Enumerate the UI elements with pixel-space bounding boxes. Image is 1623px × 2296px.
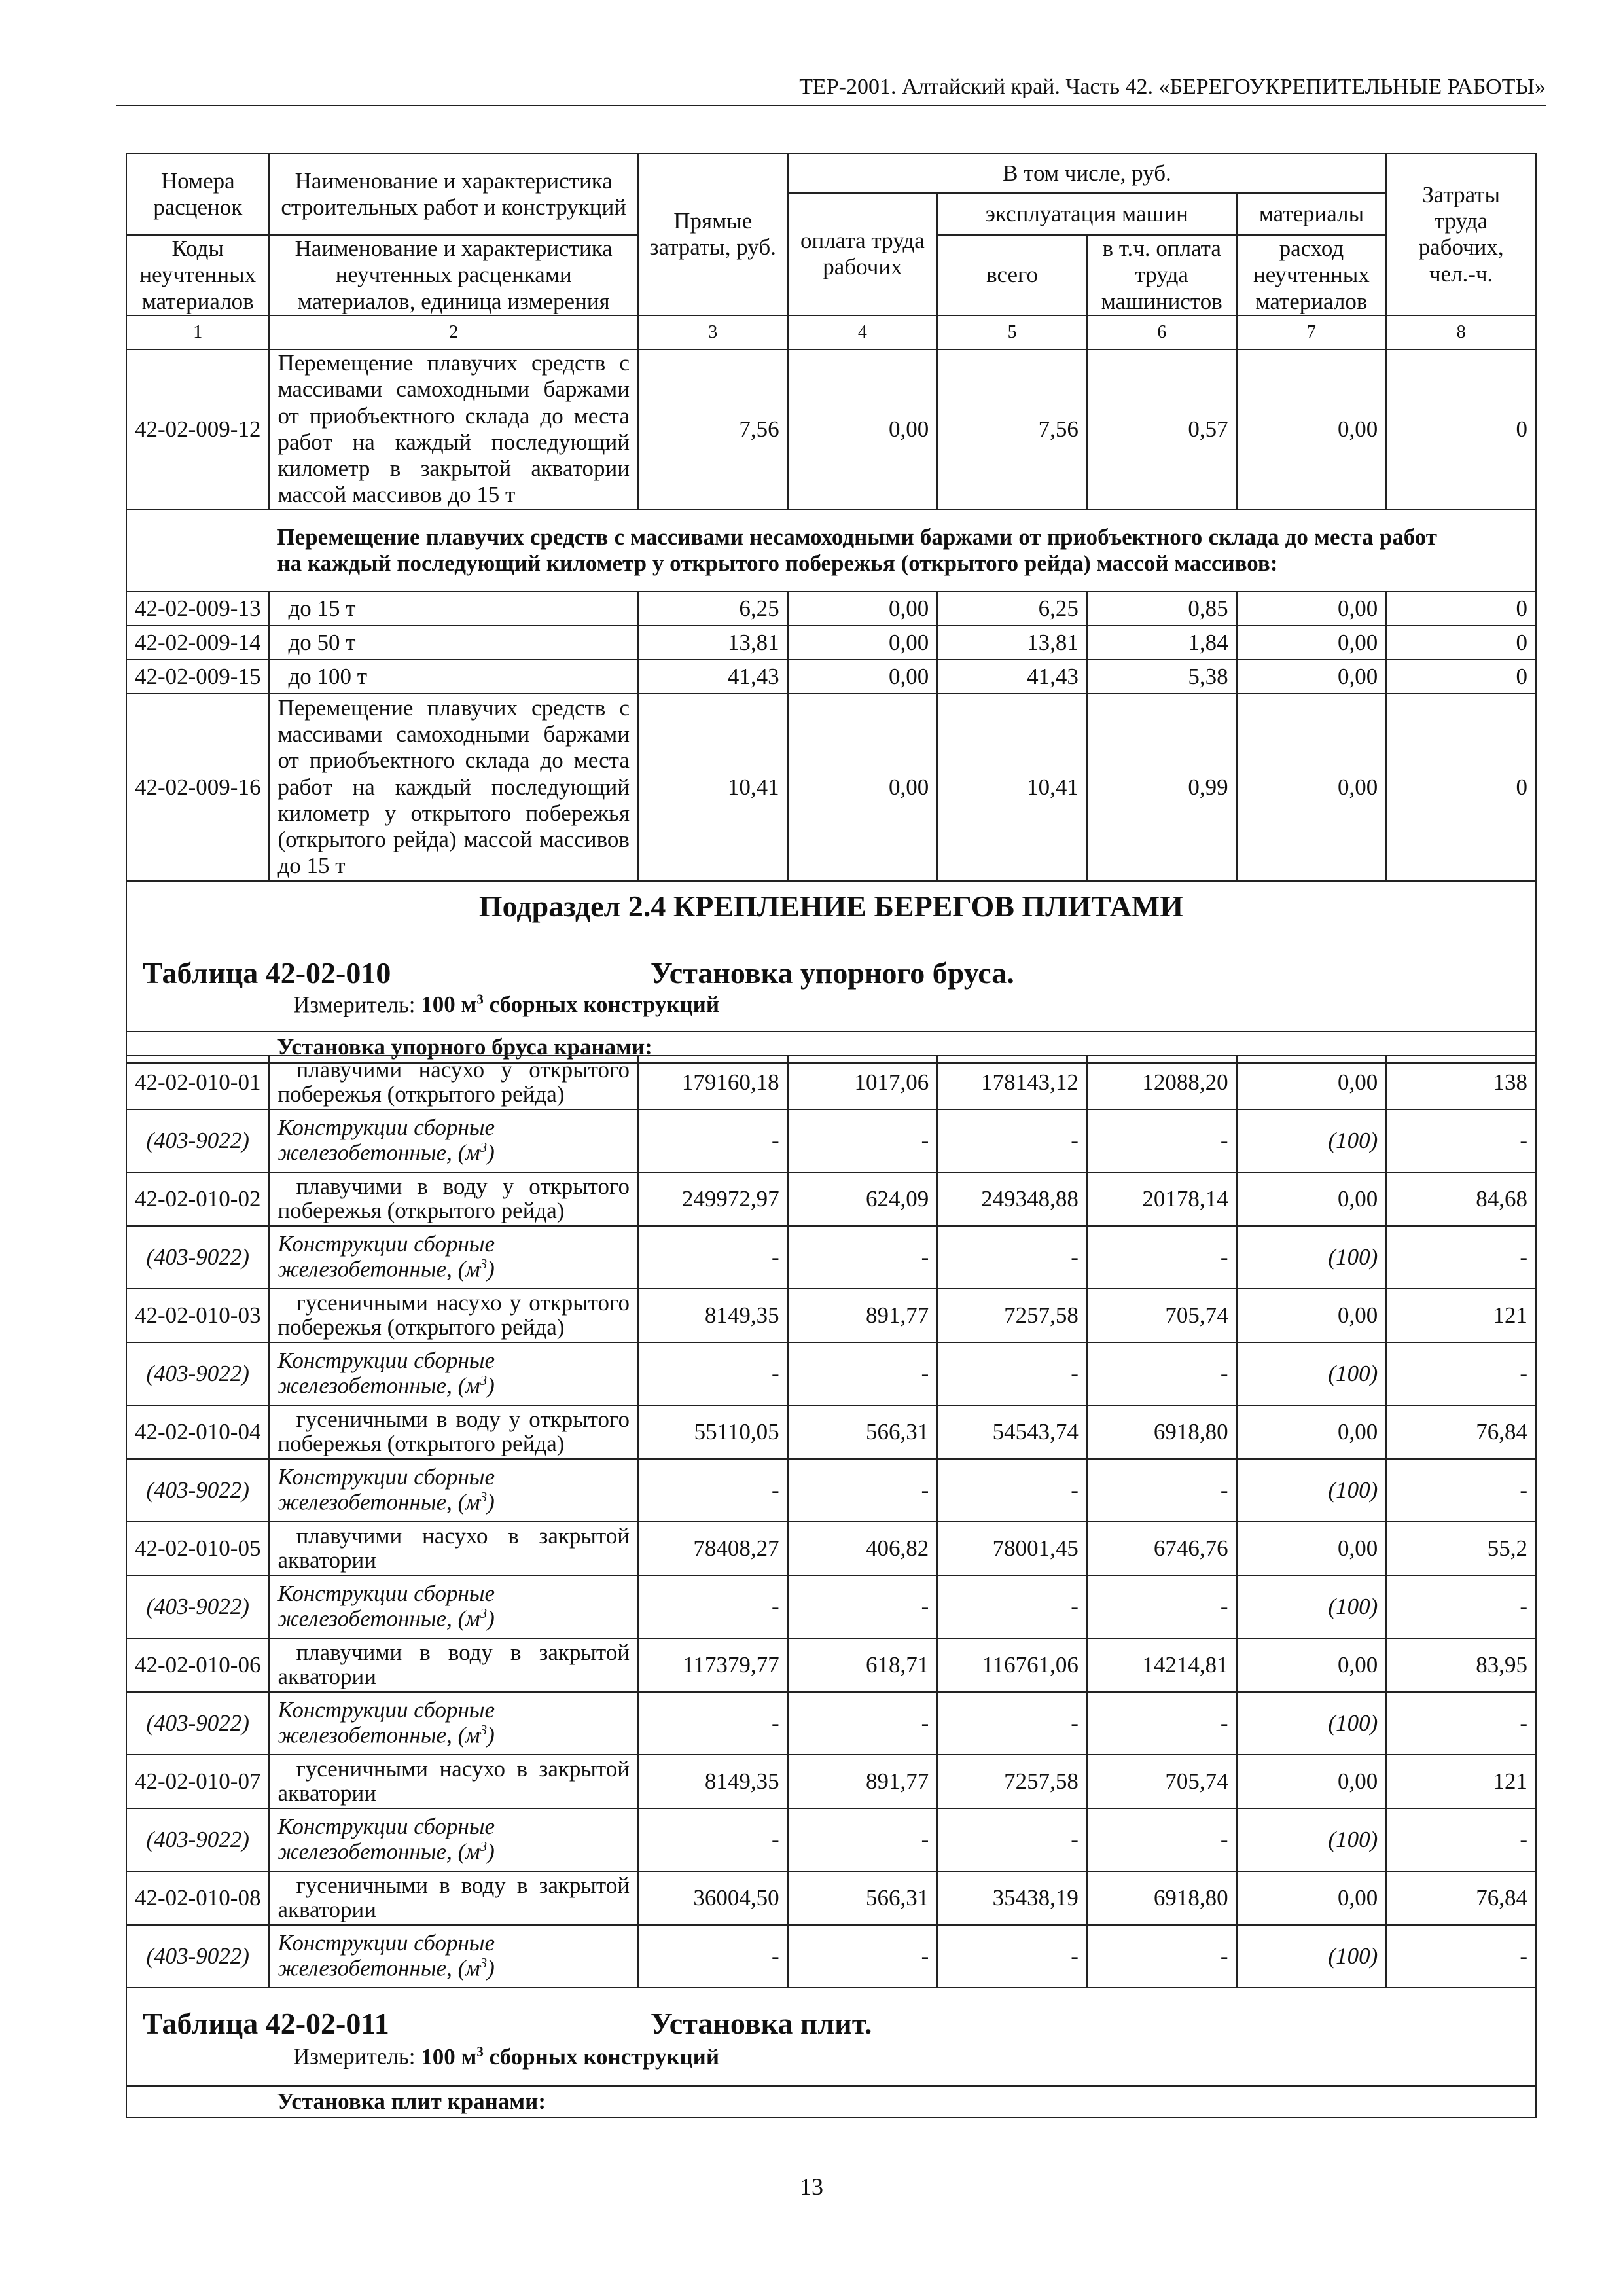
material-qty: (100) <box>1237 1692 1387 1755</box>
material-dash: - <box>937 1575 1087 1638</box>
row-value: 116761,06 <box>937 1638 1087 1692</box>
material-name: Конструкции сборные железобетонные, $(м^3)$ <box>269 1808 638 1871</box>
row-value: 0,00 <box>788 694 938 881</box>
row-name: плавучими насухо в закрытой акватории <box>269 1522 638 1575</box>
material-code: (403-9022) <box>126 1342 269 1405</box>
material-name: Конструкции сборные железобетонные, $(м^3)$ <box>269 1692 638 1755</box>
row-code: 42-02-010-02 <box>126 1172 269 1226</box>
section-row <box>126 509 1536 592</box>
material-dash: - <box>638 1226 788 1289</box>
row-code: 42-02-010-08 <box>126 1871 269 1925</box>
material-qty: (100) <box>1237 1925 1387 1988</box>
material-name: Конструкции сборные железобетонные, $(м^3)$ <box>269 1342 638 1405</box>
material-dash: - <box>1087 1342 1237 1405</box>
row-code: 42-02-009-13 <box>126 592 269 626</box>
group-title: Установка плит кранами: <box>269 2086 1536 2117</box>
row-code: 42-02-010-07 <box>126 1755 269 1808</box>
material-name: Конструкции сборные железобетонные, $(м^3)$ <box>269 1459 638 1522</box>
material-qty: (100) <box>1237 1459 1387 1522</box>
row-value: 705,74 <box>1087 1289 1237 1342</box>
material-dash: - <box>788 1692 938 1755</box>
table-number: Таблица 42-02-011 <box>143 2007 389 2040</box>
row-value: 0 <box>1386 694 1536 881</box>
col-number: 1 <box>126 315 269 350</box>
row-name: Перемещение плавучих средств с массивами самоходными баржами от приобъектного склада до места работ на каждый последующий километр у открытого побережья (открытого рейда) массой массивов до 15 т <box>269 694 637 881</box>
col-number: 3 <box>638 315 788 350</box>
col-number: 6 <box>1087 315 1237 350</box>
table-row <box>126 1871 1536 1925</box>
col-number: 8 <box>1386 315 1536 350</box>
col-number: 2 <box>269 315 637 350</box>
material-qty: (100) <box>1237 1575 1387 1638</box>
row-value: 41,43 <box>937 660 1087 694</box>
row-value: 249348,88 <box>937 1172 1087 1226</box>
material-dash: - <box>638 1925 788 1988</box>
row-value: 0,00 <box>1237 1405 1387 1459</box>
row-value: 7,56 <box>638 350 788 509</box>
table011-block <box>126 1988 1536 2086</box>
material-code: (403-9022) <box>126 1226 269 1289</box>
row-name: до 50 т <box>269 626 637 660</box>
row-name: плавучими в воду у открытого побережья (открытого рейда) <box>269 1172 638 1226</box>
row-value: 0,85 <box>1087 592 1237 626</box>
material-qty: (100) <box>1237 1342 1387 1405</box>
row-value: 12088,20 <box>1087 1056 1237 1109</box>
material-dash: - <box>1087 1459 1237 1522</box>
material-dash: - <box>937 1109 1087 1172</box>
material-dash: - <box>638 1459 788 1522</box>
material-dash: - <box>788 1459 938 1522</box>
row-name: гусеничными насухо в закрытой акватории <box>269 1755 638 1808</box>
material-row <box>126 1342 1536 1405</box>
row-value: 6,25 <box>937 592 1087 626</box>
row-name: гусеничными в воду в закрытой акватории <box>269 1871 638 1925</box>
row-value: 8149,35 <box>638 1755 788 1808</box>
row-name: до 15 т <box>269 592 637 626</box>
row-value: 1017,06 <box>788 1056 938 1109</box>
row-code: 42-02-009-14 <box>126 626 269 660</box>
col-number: 4 <box>788 315 938 350</box>
material-dash: - <box>788 1925 938 1988</box>
row-value: 0,00 <box>788 592 938 626</box>
row-value: 179160,18 <box>638 1056 788 1109</box>
header-col4: оплата труда рабочих <box>788 193 938 315</box>
table-measure: Измеритель: 100 $м^3$ сборных конструкций <box>293 2043 720 2070</box>
row-value: 10,41 <box>937 694 1087 881</box>
group-title: Установка упорного бруса кранами: <box>269 1031 1536 1063</box>
header-machines: эксплуатация машин <box>937 193 1236 235</box>
row-value: 566,31 <box>788 1871 938 1925</box>
row-value: 0,00 <box>1237 1755 1387 1808</box>
header-col1-bottom: Коды неучтенных материалов <box>126 235 269 315</box>
material-dash: - <box>788 1808 938 1871</box>
material-code: (403-9022) <box>126 1459 269 1522</box>
row-value: 0,00 <box>1237 1638 1387 1692</box>
row-code: 42-02-010-06 <box>126 1638 269 1692</box>
material-row <box>126 1692 1536 1755</box>
row-value: 55,2 <box>1386 1522 1536 1575</box>
material-dash: - <box>788 1342 938 1405</box>
col-number: 5 <box>937 315 1087 350</box>
row-value: 0 <box>1386 626 1536 660</box>
row-value: 0,00 <box>788 626 938 660</box>
running-header <box>116 71 1546 106</box>
material-dash: - <box>1087 1109 1237 1172</box>
material-dash: - <box>937 1226 1087 1289</box>
material-dash: - <box>937 1692 1087 1755</box>
col-number: 7 <box>1237 315 1387 350</box>
row-code: 42-02-010-04 <box>126 1405 269 1459</box>
row-value: 0,00 <box>1237 592 1387 626</box>
row-value: 78408,27 <box>638 1522 788 1575</box>
material-row <box>126 1226 1536 1289</box>
material-dash: - <box>1386 1575 1536 1638</box>
row-value: 624,09 <box>788 1172 938 1226</box>
material-dash: - <box>1386 1342 1536 1405</box>
table-row <box>126 626 1536 660</box>
row-value: 76,84 <box>1386 1871 1536 1925</box>
row-value: 0,57 <box>1087 350 1237 509</box>
page-number: 13 <box>800 2174 823 2200</box>
table-row <box>126 1056 1536 1109</box>
material-code: (403-9022) <box>126 1692 269 1755</box>
header-col5: всего <box>937 235 1087 315</box>
row-value: 117379,77 <box>638 1638 788 1692</box>
subsection-title: Подраздел 2.4 КРЕПЛЕНИЕ БЕРЕГОВ ПЛИТАМИ <box>478 889 1184 923</box>
material-dash: - <box>638 1109 788 1172</box>
row-value: 566,31 <box>788 1405 938 1459</box>
table-title: Установка плит. <box>651 2007 872 2040</box>
row-value: 121 <box>1386 1289 1536 1342</box>
material-code: (403-9022) <box>126 1808 269 1871</box>
header-materials: материалы <box>1237 193 1387 235</box>
header-col3: Прямые затраты, руб. <box>638 154 788 315</box>
row-value: 0,00 <box>1237 1522 1387 1575</box>
material-code: (403-9022) <box>126 1109 269 1172</box>
row-value: 1,84 <box>1087 626 1237 660</box>
row-value: 406,82 <box>788 1522 938 1575</box>
material-name: Конструкции сборные железобетонные, $(м^3)$ <box>269 1925 638 1988</box>
material-dash: - <box>1386 1109 1536 1172</box>
material-dash: - <box>937 1459 1087 1522</box>
material-dash: - <box>638 1342 788 1405</box>
row-value: 76,84 <box>1386 1405 1536 1459</box>
row-value: 41,43 <box>638 660 788 694</box>
material-name: Конструкции сборные железобетонные, $(м^3)$ <box>269 1575 638 1638</box>
header-col2-top: Наименование и характеристика строительных работ и конструкций <box>269 154 637 235</box>
table-title: Установка упорного бруса. <box>651 956 1014 990</box>
header-col8: Затраты труда рабочих, чел.-ч. <box>1386 154 1536 315</box>
header-col2-bottom: Наименование и характеристика неучтенных расценками материалов, единица измерения <box>269 235 637 315</box>
row-value: 7257,58 <box>937 1289 1087 1342</box>
material-dash: - <box>1386 1925 1536 1988</box>
row-value: 7257,58 <box>937 1755 1087 1808</box>
table-row <box>126 1172 1536 1226</box>
row-code: 42-02-010-03 <box>126 1289 269 1342</box>
header-col1-top: Номера расценок <box>126 154 269 235</box>
row-value: 14214,81 <box>1087 1638 1237 1692</box>
row-value: 5,38 <box>1087 660 1237 694</box>
row-value: 138 <box>1386 1056 1536 1109</box>
row-value: 78001,45 <box>937 1522 1087 1575</box>
row-value: 7,56 <box>937 350 1087 509</box>
header-incl: В том числе, руб. <box>788 154 1387 193</box>
section-text: Перемещение плавучих средств с массивами несамоходными баржами от приобъектного склада до места работ на каждый последующий километр у открытого побережья (открытого рейда) массой массивов: <box>269 509 1536 592</box>
group-spacer <box>126 2086 269 2117</box>
row-value: 178143,12 <box>937 1056 1087 1109</box>
material-dash: - <box>788 1226 938 1289</box>
material-qty: (100) <box>1237 1808 1387 1871</box>
material-row <box>126 1808 1536 1871</box>
row-value: 0,00 <box>1237 1289 1387 1342</box>
material-dash: - <box>1386 1808 1536 1871</box>
material-dash: - <box>1087 1692 1237 1755</box>
row-name: Перемещение плавучих средств с массивами самоходными баржами от приобъектного склада до места работ на каждый последующий километр в закрытой акватории массой массивов до 15 т <box>269 350 637 509</box>
row-value: 618,71 <box>788 1638 938 1692</box>
row-value: 6918,80 <box>1087 1871 1237 1925</box>
material-dash: - <box>937 1342 1087 1405</box>
running-header-title: ТЕР-2001. Алтайский край. Часть 42. «БЕРЕГОУКРЕПИТЕЛЬНЫЕ РАБОТЫ» <box>799 75 1546 99</box>
row-value: 121 <box>1386 1755 1536 1808</box>
material-dash: - <box>1087 1575 1237 1638</box>
row-code: 42-02-010-05 <box>126 1522 269 1575</box>
material-code: (403-9022) <box>126 1925 269 1988</box>
table-row <box>126 694 1536 881</box>
material-row <box>126 1109 1536 1172</box>
header-col6: в т.ч. оплата труда машинистов <box>1087 235 1237 315</box>
row-value: 54543,74 <box>937 1405 1087 1459</box>
material-dash: - <box>638 1808 788 1871</box>
row-value: 36004,50 <box>638 1871 788 1925</box>
material-dash: - <box>1386 1692 1536 1755</box>
row-value: 10,41 <box>638 694 788 881</box>
material-name: Конструкции сборные железобетонные, $(м^3)$ <box>269 1109 638 1172</box>
material-qty: (100) <box>1237 1226 1387 1289</box>
row-value: 8149,35 <box>638 1289 788 1342</box>
row-code: 42-02-010-01 <box>126 1056 269 1109</box>
row-value: 891,77 <box>788 1289 938 1342</box>
material-dash: - <box>1386 1459 1536 1522</box>
table-row <box>126 1405 1536 1459</box>
row-value: 705,74 <box>1087 1755 1237 1808</box>
material-dash: - <box>937 1925 1087 1988</box>
row-value: 0,00 <box>1237 350 1387 509</box>
row-value: 6918,80 <box>1087 1405 1237 1459</box>
row-value: 0 <box>1386 592 1536 626</box>
price-table-010 <box>126 1055 1537 2118</box>
row-value: 6,25 <box>638 592 788 626</box>
row-value: 0,00 <box>788 350 938 509</box>
table-row <box>126 1289 1536 1342</box>
material-dash: - <box>1386 1226 1536 1289</box>
material-dash: - <box>638 1575 788 1638</box>
row-value: 0,00 <box>1237 1056 1387 1109</box>
material-dash: - <box>788 1575 938 1638</box>
material-code: (403-9022) <box>126 1575 269 1638</box>
material-row <box>126 1575 1536 1638</box>
row-value: 20178,14 <box>1087 1172 1237 1226</box>
row-value: 0,00 <box>788 660 938 694</box>
material-dash: - <box>1087 1925 1237 1988</box>
material-row <box>126 1459 1536 1522</box>
table-measure: Измеритель: 100 $м^3$ сборных конструкций <box>293 991 720 1018</box>
table-header-row <box>126 154 1536 193</box>
material-dash: - <box>1087 1808 1237 1871</box>
row-value: 249972,97 <box>638 1172 788 1226</box>
group-row <box>126 2086 1536 2117</box>
subsection-block <box>126 881 1536 1031</box>
row-value: 83,95 <box>1386 1638 1536 1692</box>
table-row <box>126 1522 1536 1575</box>
column-number-row <box>126 315 1536 350</box>
section-spacer <box>126 509 269 592</box>
row-value: 0,00 <box>1237 1871 1387 1925</box>
material-dash: - <box>788 1109 938 1172</box>
table-row <box>126 592 1536 626</box>
row-value: 13,81 <box>638 626 788 660</box>
row-value: 891,77 <box>788 1755 938 1808</box>
row-value: 55110,05 <box>638 1405 788 1459</box>
row-name: гусеничными в воду у открытого побережья (открытого рейда) <box>269 1405 638 1459</box>
price-table <box>126 153 1537 1064</box>
header-col7: расход неучтенных материалов <box>1237 235 1387 315</box>
row-value: 0,00 <box>1237 1172 1387 1226</box>
row-name: плавучими в воду в закрытой акватории <box>269 1638 638 1692</box>
row-value: 0,00 <box>1237 660 1387 694</box>
row-code: 42-02-009-12 <box>126 350 269 509</box>
row-value: 0,00 <box>1237 694 1387 881</box>
material-dash: - <box>937 1808 1087 1871</box>
material-name: Конструкции сборные железобетонные, $(м^3)$ <box>269 1226 638 1289</box>
material-qty: (100) <box>1237 1109 1387 1172</box>
row-value: 0 <box>1386 660 1536 694</box>
row-value: 0,99 <box>1087 694 1237 881</box>
row-code: 42-02-009-15 <box>126 660 269 694</box>
row-value: 13,81 <box>937 626 1087 660</box>
row-value: 84,68 <box>1386 1172 1536 1226</box>
row-value: 0,00 <box>1237 626 1387 660</box>
row-name: до 100 т <box>269 660 637 694</box>
table-row <box>126 1755 1536 1808</box>
row-value: 0 <box>1386 350 1536 509</box>
row-value: 6746,76 <box>1087 1522 1237 1575</box>
material-dash: - <box>1087 1226 1237 1289</box>
row-name: гусеничными насухо у открытого побережья (открытого рейда) <box>269 1289 638 1342</box>
material-row <box>126 1925 1536 1988</box>
table-row <box>126 1638 1536 1692</box>
row-code: 42-02-009-16 <box>126 694 269 881</box>
row-name: плавучими насухо у открытого побережья (открытого рейда) <box>269 1056 638 1109</box>
table-number: Таблица 42-02-010 <box>143 956 391 990</box>
material-dash: - <box>638 1692 788 1755</box>
table-row <box>126 660 1536 694</box>
table-row <box>126 350 1536 509</box>
row-value: 35438,19 <box>937 1871 1087 1925</box>
